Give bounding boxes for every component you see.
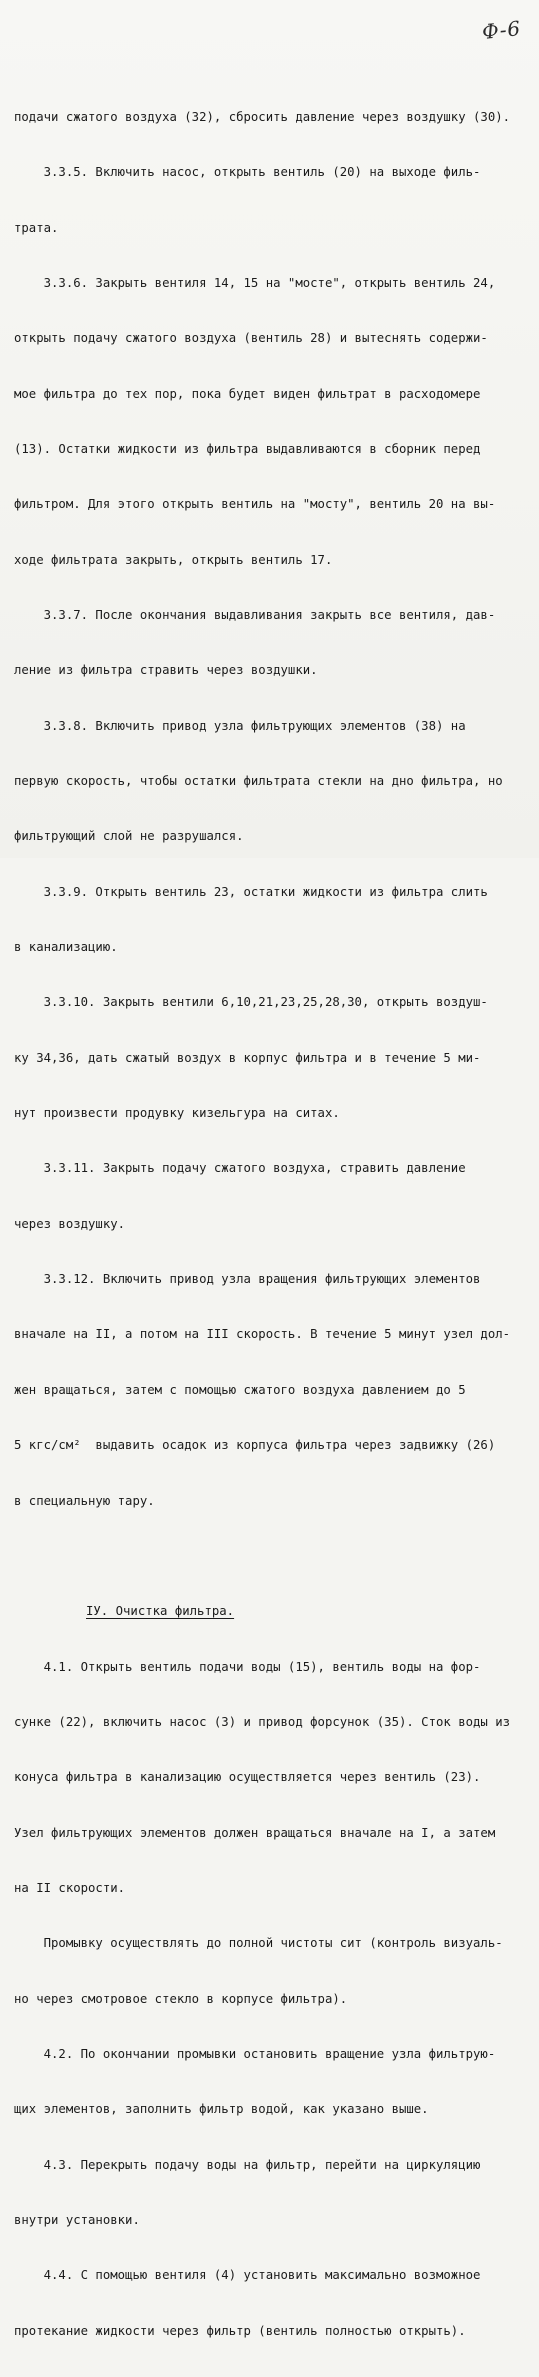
text-line: нут произвести продувку кизельгура на ситах. [14,1106,340,1121]
text-line: 3.3.9. Открыть вентиль 23, остатки жидкости из фильтра слить [14,884,488,899]
text-line: подачи сжатого воздуха (32), сбросить давление через воздушку (30). [14,109,511,124]
text-line: фильтром. Для этого открыть вентиль на "мосту", вентиль 20 на вы- [14,497,496,512]
text-line: (13). Остатки жидкости из фильтра выдавливаются в сборник перед [14,441,481,456]
text-line: 3.3.6. Закрыть вентиля 14, 15 на "мосте", открыть вентиль 24, [14,275,496,290]
text-line: вначале на II, а потом на III скорость. В течение 5 минут узел дол- [14,1327,511,1342]
text-line: открыть подачу сжатого воздуха (вентиль 28) и вытеснять содержи- [14,331,488,346]
document-body [14,71,529,2377]
page-number-mark: Ф-6 [480,16,523,44]
text-line: протекание жидкости через фильтр (вентиль полностью открыть). [14,2323,466,2338]
text-line: 5 кгс/см² выдавить осадок из корпуса фильтра через задвижку (26) [14,1438,496,1453]
text-line: внутри установки. [14,2212,140,2227]
text-line: трата. [14,220,59,235]
text-line: на II скорости. [14,1880,126,1895]
text-line: через воздушку. [14,1216,126,1231]
text-line: ку 34,36, дать сжатый воздух в корпус фильтра и в течение 5 ми- [14,1050,481,1065]
section-heading-text: IУ. Очистка фильтра. [86,1604,235,1619]
text-line: 3.3.5. Включить насос, открыть вентиль (20) на выходе филь- [14,165,481,180]
blank-line [14,1547,529,1565]
text-line: Узел фильтрующих элементов должен вращаться вначале на I, а затем [14,1825,496,1840]
text-line: 3.3.11. Закрыть подачу сжатого воздуха, стравить давление [14,1161,466,1176]
text-line: 4.3. Перекрыть подачу воды на фильтр, перейти на циркуляцию [14,2157,481,2172]
text-line: жен вращаться, затем с помощью сжатого воздуха давлением до 5 [14,1382,466,1397]
section-heading [14,1602,529,1620]
text-line: ление из фильтра стравить через воздушки. [14,663,318,678]
text-line: 3.3.8. Включить привод узла фильтрующих элементов (38) на [14,718,466,733]
text-line: 3.3.10. Закрыть вентили 6,10,21,23,25,28,30, открыть воздуш- [14,995,488,1010]
text-line: сунке (22), включить насос (3) и привод форсунок (35). Сток воды из [14,1714,511,1729]
text-line: в специальную тару. [14,1493,155,1508]
text-line: конуса фильтра в канализацию осуществляется через вентиль (23). [14,1770,481,1785]
text-line: в канализацию. [14,940,118,955]
text-line: 4.4. С помощью вентиля (4) установить максимально возможное [14,2268,481,2283]
text-line: Промывку осуществлять до полной чистоты сит (контроль визуаль- [14,1936,503,1951]
text-line: первую скорость, чтобы остатки фильтрата стекли на дно фильтра, но [14,774,503,789]
text-line: щих элементов, заполнить фильтр водой, как указано выше. [14,2102,429,2117]
text-line: 4.2. По окончании промывки остановить вращение узла фильтрую- [14,2046,496,2061]
text-line: мое фильтра до тех пор, пока будет виден фильтрат в расходомере [14,386,481,401]
text-line: но через смотровое стекло в корпусе фильтра). [14,1991,348,2006]
text-line: 3.3.7. После окончания выдавливания закрыть все вентиля, дав- [14,608,496,622]
text-line: 3.3.12. Включить привод узла вращения фильтрующих элементов [14,1272,481,1287]
text-line: фильтрующий слой не разрушался. [14,829,244,844]
text-line: ходе фильтрата закрыть, открыть вентиль 17. [14,552,333,567]
text-line: 4.1. Открыть вентиль подачи воды (15), вентиль воды на фор- [14,1659,481,1674]
